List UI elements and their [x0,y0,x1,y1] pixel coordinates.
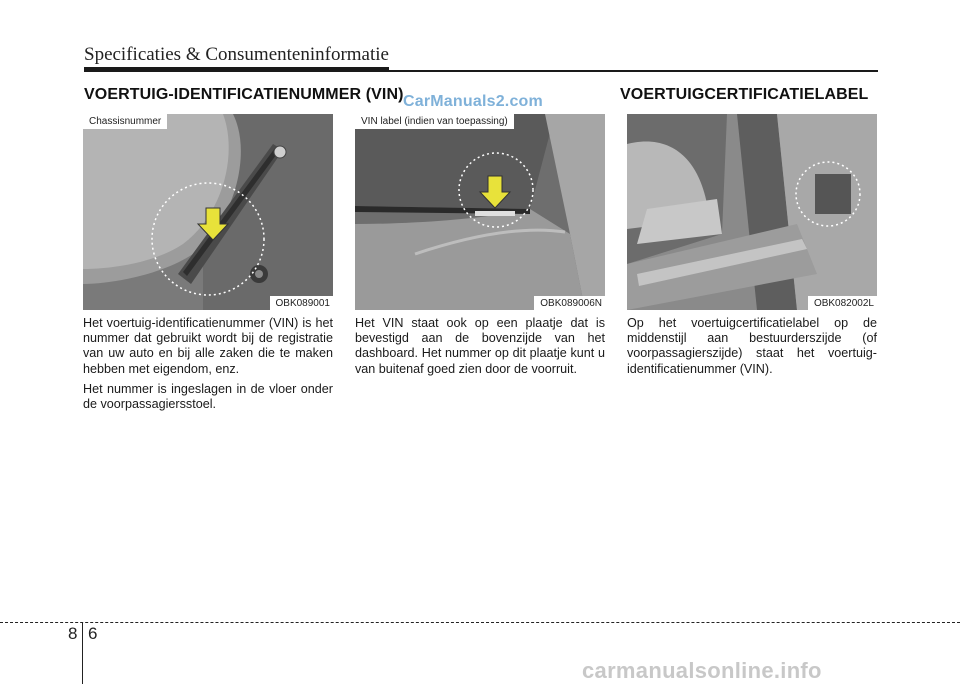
header-title: Specificaties & Consumenteninformatie [84,44,389,65]
section-title-certificate: VOERTUIGCERTIFICATIELABEL [620,86,869,103]
section-title-vin: VOERTUIG-IDENTIFICATIENUMMER (VIN) [84,86,404,103]
page-number: 6 [88,624,98,643]
figure-label: Chassisnummer [83,114,167,129]
figure-vin-label [355,114,605,310]
watermark: CarManuals2.com [403,93,543,110]
door-pillar-photo [627,114,877,310]
paragraph: Op het voertuigcertificatielabel op de middenstijl aan bestuurderszijde (of voorpassagierszijde) staat het voertuig-identificatienummer (VIN). [627,316,877,376]
figure-chassis-number [83,114,333,310]
footer-divider [82,622,83,684]
windshield-photo [355,114,605,310]
paragraph: Het voertuig-identificatienummer (VIN) is het nummer dat gebruikt wordt bij de registratie van uw auto en bij alle zaken die te maken hebben met eigendom, enz. [83,316,333,376]
figure-label: VIN label (indien van toepassing) [355,114,514,129]
page-chapter: 8 [68,624,78,643]
footer-dashed-rule [0,622,960,623]
paragraph: Het nummer is ingeslagen in de vloer onder de voorpassagiersstoel. [83,381,333,412]
body-text-column-1 [83,316,333,417]
header-rule-accent [84,67,389,72]
body-text-column-2 [355,316,605,382]
figure-code: OBK089001 [270,296,334,310]
footer-site-mark: carmanualsonline.info [582,658,822,683]
floor-photo [83,114,333,310]
paragraph: Het VIN staat ook op een plaatje dat is bevestigd aan de bovenzijde van het dashboard. Het nummer op dit plaatje kunt u van buitenaf goed zien door de voorruit. [355,316,605,376]
figure-code: OBK089006N [534,296,605,310]
figure-certificate-label [627,114,877,310]
body-text-column-3 [627,316,877,382]
figure-code: OBK082002L [808,296,877,310]
